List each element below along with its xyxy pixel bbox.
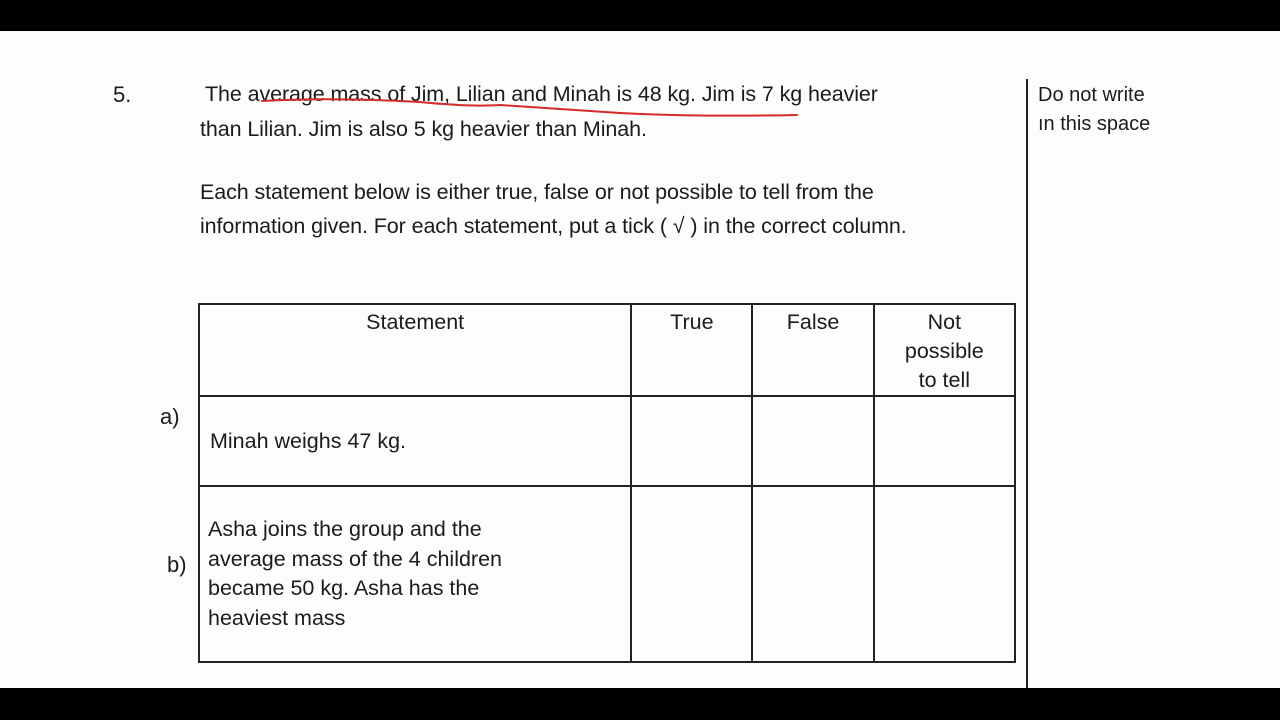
question-number: 5. [113, 82, 132, 107]
header-false: False [752, 304, 873, 396]
row-label-a: a) [160, 404, 180, 429]
statement-b-line-2: average mass of the 4 children [208, 546, 502, 571]
instruction-text-line-2: information given. For each statement, put a tick ( √ ) in the correct column. [200, 214, 907, 238]
tick-cell-a-not-possible[interactable] [874, 396, 1015, 486]
statement-a: Minah weighs 47 kg. [199, 396, 631, 486]
statement-b [199, 486, 631, 662]
instruction-text-line-1: Each statement below is either true, false or not possible to tell from the [200, 180, 874, 204]
header-not-possible-line-1: Not [927, 310, 962, 334]
worksheet-page [0, 31, 1280, 688]
tick-cell-b-true[interactable] [631, 486, 752, 662]
statement-b-line-3: became 50 kg. Asha has the [208, 576, 480, 600]
tick-cell-a-true[interactable] [631, 396, 752, 486]
header-true: True [631, 304, 752, 396]
margin-note-line-1: Do not write [1038, 84, 1145, 106]
tick-cell-b-not-possible[interactable] [874, 486, 1015, 662]
header-statement: Statement [199, 304, 631, 396]
question-text-line-2: than Lilian. Jim is also 5 kg heavier than Minah. [200, 117, 647, 141]
tick-cell-a-false[interactable] [752, 396, 873, 486]
header-not-possible-line-3: to tell [918, 368, 971, 392]
table-row [199, 486, 1015, 662]
statement-b-line-4: heaviest mass [208, 605, 346, 630]
table-header-row [199, 304, 1015, 396]
question-text-line-1: The average mass of Jim, Lilian and Minah is 48 kg. Jim is 7 kg heavier [205, 82, 878, 106]
table-row [199, 396, 1015, 486]
margin-note [1038, 81, 1150, 139]
statement-b-line-1: Asha joins the group and the [208, 517, 482, 541]
row-label-b: b) [167, 552, 187, 577]
header-not-possible [874, 304, 1015, 396]
margin-note-line-2: ın this space [1038, 113, 1151, 135]
answer-table [198, 303, 1016, 663]
tick-cell-b-false[interactable] [752, 486, 873, 662]
margin-divider [1026, 79, 1028, 688]
header-not-possible-line-2: possible [904, 339, 984, 363]
